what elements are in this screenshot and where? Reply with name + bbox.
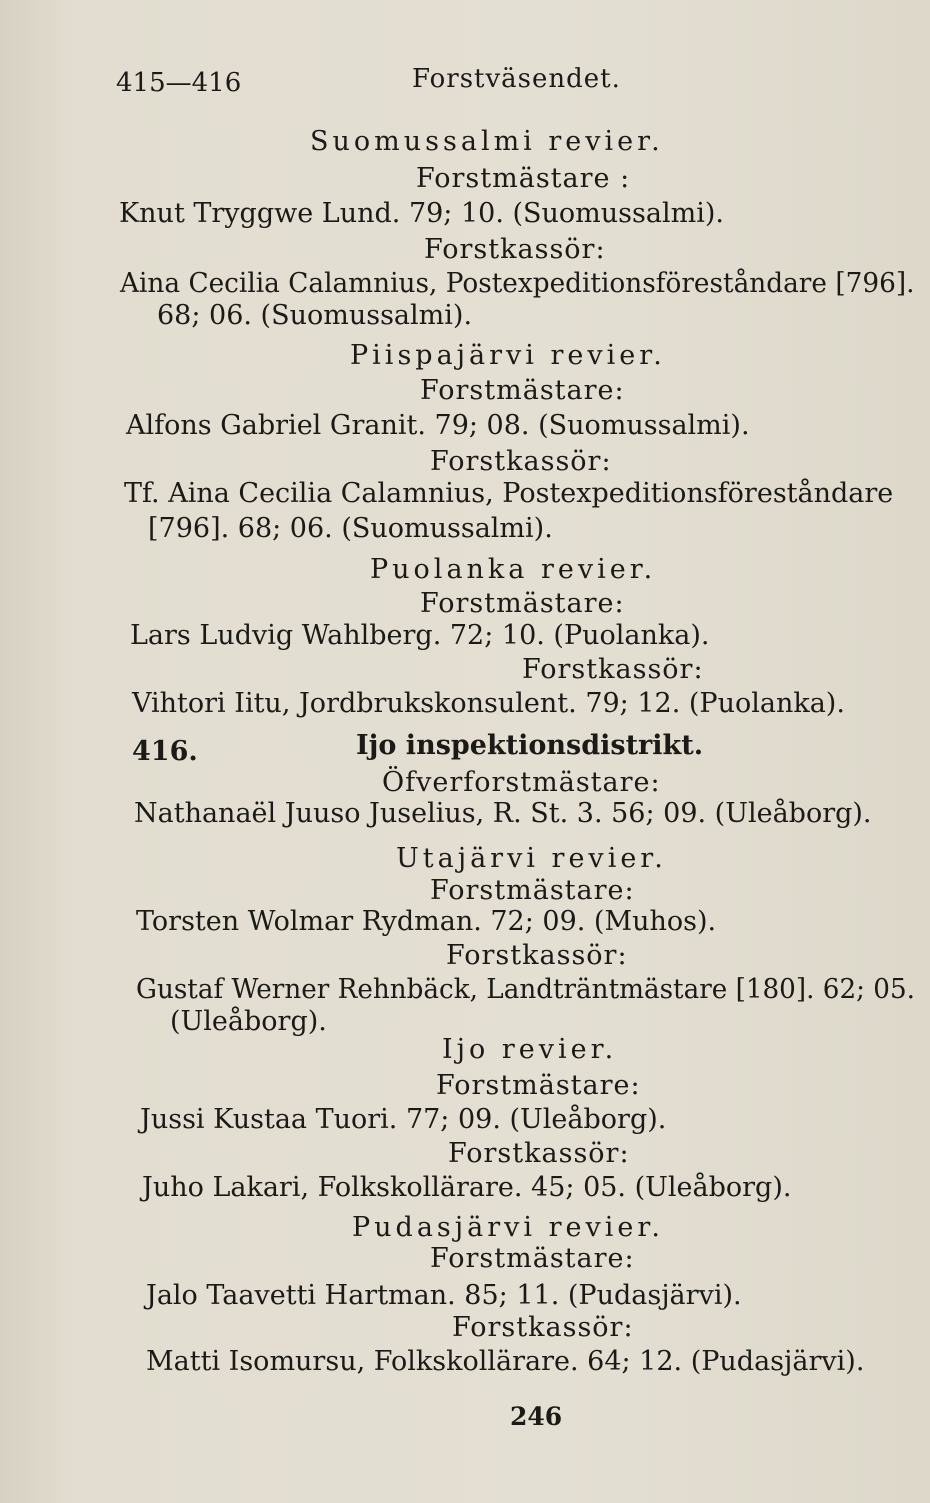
district-heading: Ijo revier. xyxy=(442,1034,618,1065)
role-label: Forstmästare: xyxy=(420,375,625,406)
entry-line: [796]. 68; 06. (Suomussalmi). xyxy=(148,513,553,544)
entry-line: Aina Cecilia Calamnius, Postexpeditionsföreståndare [796]. xyxy=(120,268,915,299)
running-header-page-range: 415—416 xyxy=(116,68,242,98)
role-label: Forstkassör: xyxy=(452,1312,634,1343)
role-label: Forstkassör: xyxy=(448,1138,630,1169)
role-label: Forstkassör: xyxy=(430,446,612,477)
district-heading: Puolanka revier. xyxy=(370,554,657,585)
role-label: Öfverforstmästare: xyxy=(382,767,661,798)
entry-line: 68; 06. (Suomussalmi). xyxy=(157,300,473,331)
section-number: 416. xyxy=(132,736,198,767)
role-label: Forstmästare: xyxy=(430,875,635,906)
entry-line: Nathanaël Juuso Juselius, R. St. 3. 56; 09. (Uleåborg). xyxy=(134,798,872,829)
inspection-district-heading: Ijo inspektionsdistrikt. xyxy=(356,730,704,761)
entry-line: (Uleåborg). xyxy=(170,1006,327,1037)
district-heading: Piispajärvi revier. xyxy=(350,340,666,371)
role-label: Forstkassör: xyxy=(424,234,606,265)
role-label: Forstkassör: xyxy=(522,654,704,685)
entry-line: Torsten Wolmar Rydman. 72; 09. (Muhos). xyxy=(136,906,717,937)
entry-line: Juho Lakari, Folkskollärare. 45; 05. (Uleåborg). xyxy=(142,1172,792,1203)
role-label: Forstmästare: xyxy=(436,1070,641,1101)
entry-line: Vihtori Iitu, Jordbrukskonsulent. 79; 12. (Puolanka). xyxy=(132,688,845,719)
entry-line: Matti Isomursu, Folkskollärare. 64; 12. (Pudasjärvi). xyxy=(146,1346,865,1377)
entry-line: Tf. Aina Cecilia Calamnius, Postexpeditionsföreståndare xyxy=(124,478,894,509)
entry-line: Jussi Kustaa Tuori. 77; 09. (Uleåborg). xyxy=(140,1104,667,1135)
entry-line: Knut Tryggwe Lund. 79; 10. (Suomussalmi). xyxy=(119,198,724,229)
entry-line: Jalo Taavetti Hartman. 85; 11. (Pudasjärvi). xyxy=(146,1280,742,1311)
district-heading: Utajärvi revier. xyxy=(396,843,667,874)
role-label: Forstmästare : xyxy=(416,163,631,194)
entry-line: Gustaf Werner Rehnbäck, Landträntmästare [180]. 62; 05. xyxy=(136,974,915,1005)
district-heading: Pudasjärvi revier. xyxy=(352,1212,664,1243)
entry-line: Alfons Gabriel Granit. 79; 08. (Suomussalmi). xyxy=(126,410,750,441)
role-label: Forstmästare: xyxy=(430,1243,635,1274)
running-header-title: Forstväsendet. xyxy=(412,64,621,94)
page-number: 246 xyxy=(510,1402,563,1431)
role-label: Forstmästare: xyxy=(420,588,625,619)
district-heading: Suomussalmi revier. xyxy=(310,126,664,157)
entry-line: Lars Ludvig Wahlberg. 72; 10. (Puolanka). xyxy=(130,620,710,651)
role-label: Forstkassör: xyxy=(446,940,628,971)
